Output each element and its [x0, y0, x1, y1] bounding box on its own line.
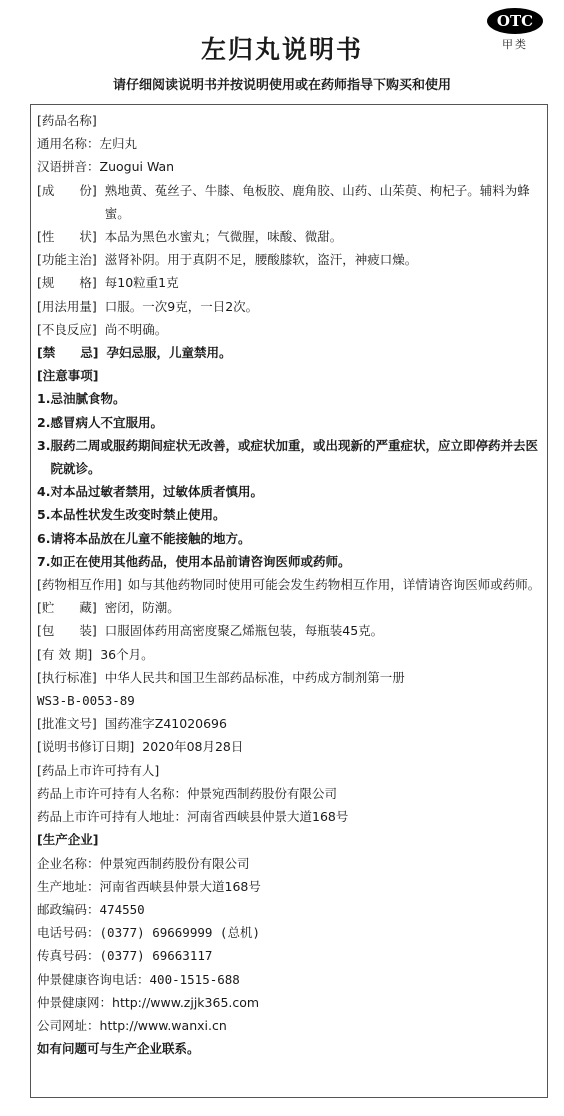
- note-item: [37, 434, 541, 480]
- note-text: 服药二周或服药期间症状无改善，或症状加重，或出现新的严重症状，应立即停药并去医院就诊。: [50, 437, 538, 477]
- website-label: 公司网址：: [37, 1017, 100, 1033]
- revision-date-row: [37, 735, 541, 758]
- spec-value: 每10粒重1克: [104, 275, 179, 291]
- indications-row: [37, 248, 541, 271]
- adverse-reactions-row: [37, 318, 541, 341]
- spec-row: [37, 271, 541, 294]
- approval-row: [37, 712, 541, 735]
- pinyin-row: [37, 155, 541, 178]
- storage-row: [37, 596, 541, 619]
- document-header: [0, 0, 564, 96]
- holder-address-value: 河南省西峡县仲景大道168号: [187, 809, 349, 825]
- ingredients-label: [成 份]: [37, 182, 97, 198]
- indications-label: [功能主治]: [37, 252, 97, 268]
- properties-value: 本品为黑色水蜜丸；气微腥，味酸、微甜。: [104, 229, 343, 245]
- holder-name-row: [37, 782, 541, 805]
- manufacturer-heading: [生产企业]: [37, 832, 99, 848]
- company-row: [37, 852, 541, 875]
- holder-name-label: 药品上市许可持有人名称：: [37, 785, 188, 801]
- approval-label: [批准文号]: [37, 716, 97, 732]
- hotline-label: 仲景健康咨询电话：: [37, 971, 150, 987]
- postcode-value: 474550: [99, 901, 145, 917]
- holder-heading: [药品上市许可持有人]: [37, 762, 160, 778]
- dosage-label: [用法用量]: [37, 298, 97, 314]
- postcode-label: 邮政编码：: [37, 901, 100, 917]
- ingredients-row: [37, 179, 541, 225]
- interaction-value: 如与其他药物同时使用可能会发生药物相互作用，详情请咨询医师或药师。: [127, 577, 541, 593]
- hotline-row: [37, 968, 541, 991]
- contraindications-label: [禁 忌]: [37, 345, 99, 361]
- website-row: [37, 1014, 541, 1037]
- note-number: 3.: [37, 437, 51, 453]
- phone-row: [37, 921, 541, 944]
- note-item: [37, 550, 541, 573]
- holder-address-row: [37, 805, 541, 828]
- document-title: 左归丸说明书: [200, 35, 363, 64]
- approval-value: 国药准字Z41020696: [104, 716, 227, 732]
- properties-label: [性 状]: [37, 229, 97, 245]
- address-label: 生产地址：: [37, 878, 100, 894]
- contraindications-value: 孕妇忌服，儿童禁用。: [106, 345, 232, 361]
- standard-code: WS3-B-0053-89: [37, 693, 135, 709]
- storage-value: 密闭，防潮。: [104, 600, 180, 616]
- note-text: 请将本品放在儿童不能接触的地方。: [50, 530, 251, 546]
- pinyin-value: Zuogui Wan: [99, 159, 175, 175]
- ingredients-value: 熟地黄、菟丝子、牛膝、龟板胶、鹿角胶、山药、山茱萸、枸杞子。辅料为蜂蜜。: [104, 182, 530, 221]
- fax-row: [37, 944, 541, 967]
- otc-class-label: 甲类: [502, 38, 528, 51]
- pinyin-label: 汉语拼音：: [37, 159, 100, 175]
- adverse-reactions-label: [不良反应]: [37, 321, 97, 337]
- phone-label: 电话号码：: [37, 925, 100, 941]
- note-number: 4.: [37, 484, 51, 500]
- dosage-row: [37, 295, 541, 318]
- otc-logo: OTC: [487, 8, 543, 34]
- footer-note: 如有问题可与生产企业联系。: [37, 1041, 200, 1057]
- note-number: 5.: [37, 507, 51, 523]
- standard-row: [37, 666, 541, 689]
- phone-value: (0377) 69669999 (总机): [99, 925, 260, 941]
- generic-name-label: 通用名称：: [37, 136, 100, 152]
- note-item: [37, 527, 541, 550]
- health-net-label: 仲景健康网：: [37, 994, 113, 1010]
- package-value: 口服固体药用高密度聚乙烯瓶包装，每瓶装45克。: [104, 623, 384, 639]
- standard-value: 中华人民共和国卫生部药品标准，中药成方制剂第一册: [104, 669, 405, 685]
- otc-badge: [484, 8, 546, 52]
- package-label: [包 装]: [37, 623, 97, 639]
- note-text: 本品性状发生改变时禁止使用。: [50, 507, 226, 523]
- postcode-row: [37, 898, 541, 921]
- address-value: 河南省西峡县仲景大道168号: [99, 878, 261, 894]
- properties-row: [37, 225, 541, 248]
- note-number: 1.: [37, 391, 51, 407]
- package-row: [37, 619, 541, 642]
- generic-name-row: [37, 132, 541, 155]
- spec-label: [规 格]: [37, 275, 97, 291]
- indications-value: 滋肾补阴。用于真阴不足，腰酸膝软，盗汗，神疲口燥。: [104, 252, 418, 268]
- health-net-row: [37, 991, 541, 1014]
- standard-label: [执行标准]: [37, 669, 97, 685]
- note-text: 忌油腻食物。: [50, 391, 126, 407]
- note-number: 2.: [37, 414, 51, 430]
- revision-date-value: 2020年08月28日: [142, 739, 244, 755]
- holder-name-value: 仲景宛西制药股份有限公司: [187, 785, 338, 801]
- company-label: 企业名称：: [37, 855, 100, 871]
- validity-label: [有 效 期]: [37, 646, 93, 662]
- generic-name-value: 左归丸: [99, 136, 138, 152]
- notes-heading: [注意事项]: [37, 368, 99, 384]
- usage-instruction: 请仔细阅读说明书并按说明使用或在药师指导下购买和使用: [112, 78, 451, 93]
- note-text: 如正在使用其他药品，使用本品前请咨询医师或药师。: [50, 553, 351, 569]
- validity-value: 36个月。: [100, 646, 154, 662]
- note-text: 对本品过敏者禁用，过敏体质者慎用。: [50, 484, 263, 500]
- storage-label: [贮 藏]: [37, 600, 97, 616]
- note-item: [37, 503, 541, 526]
- note-number: 7.: [37, 553, 51, 569]
- note-number: 6.: [37, 530, 51, 546]
- hotline-value: 400-1515-688: [149, 971, 240, 987]
- dosage-value: 口服。一次9克，一日2次。: [104, 298, 259, 314]
- interaction-row: [37, 573, 541, 596]
- revision-date-label: [说明书修订日期]: [37, 739, 135, 755]
- adverse-reactions-value: 尚不明确。: [104, 321, 168, 337]
- drug-name-heading: [药品名称]: [37, 113, 97, 128]
- company-value: 仲景宛西制药股份有限公司: [99, 855, 250, 871]
- note-item: [37, 387, 541, 410]
- contraindications-row: [37, 341, 541, 364]
- health-net-link[interactable]: http://www.zjjk365.com: [112, 994, 260, 1010]
- website-link[interactable]: http://www.wanxi.cn: [99, 1017, 227, 1033]
- note-item: [37, 480, 541, 503]
- holder-address-label: 药品上市许可持有人地址：: [37, 809, 188, 825]
- fax-label: 传真号码：: [37, 948, 100, 964]
- interaction-label: [药物相互作用]: [37, 577, 122, 593]
- fax-value: (0377) 69663117: [99, 948, 213, 964]
- address-row: [37, 875, 541, 898]
- note-text: 感冒病人不宜服用。: [50, 414, 163, 430]
- instruction-body: [30, 104, 548, 1098]
- validity-row: [37, 643, 541, 666]
- note-item: [37, 411, 541, 434]
